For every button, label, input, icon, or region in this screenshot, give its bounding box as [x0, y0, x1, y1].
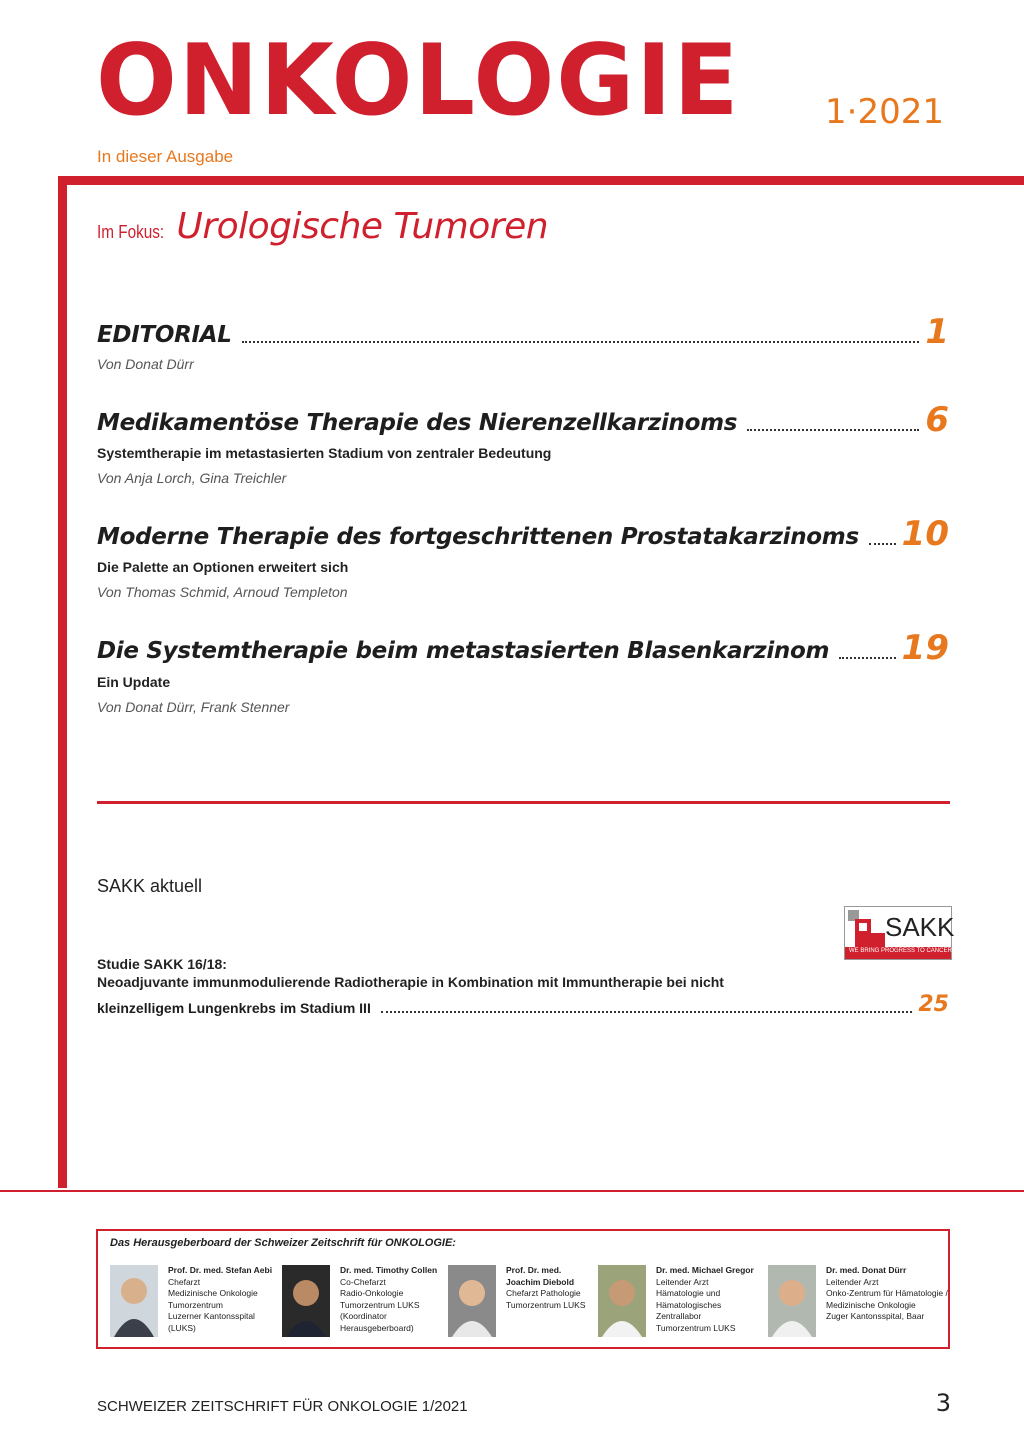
member-role: (Koordinator [340, 1311, 387, 1322]
member-role: Tumorzentrum LUKS [656, 1322, 736, 1333]
member-role: Chefarzt Pathologie [506, 1288, 581, 1299]
member-role: Radio-Onkologie [340, 1288, 404, 1299]
toc-authors: Von Donat Dürr, Frank Stenner [97, 699, 290, 715]
toc-entry-sakk-study[interactable] [97, 994, 949, 1016]
toc-page-number: 19 [901, 628, 949, 668]
toc-authors: Von Donat Dürr [97, 356, 194, 372]
member-role: Leitender Arzt [826, 1276, 879, 1287]
toc-page-number: 25 [918, 992, 949, 1017]
member-photo [282, 1265, 330, 1337]
portrait-icon [768, 1265, 816, 1337]
member-name: Prof. Dr. med. Stefan Aebi [168, 1265, 273, 1275]
toc-page-number: 10 [901, 514, 949, 554]
member-name: Dr. med. Michael Gregor [656, 1265, 754, 1275]
portrait-icon [282, 1265, 330, 1337]
portrait-icon [448, 1265, 496, 1337]
study-line-1: Studie SAKK 16/18: [97, 956, 227, 972]
toc-leader-dots [869, 542, 896, 545]
member-role: Chefarzt [168, 1276, 201, 1287]
focus-heading [97, 206, 548, 247]
member-photo [448, 1265, 496, 1337]
member-role: Zentrallabor [656, 1311, 702, 1322]
member-name: Dr. med. Donat Dürr [826, 1265, 907, 1275]
member-name-line2: Joachim Diebold [506, 1276, 575, 1287]
toc-title: Die Systemtherapie beim metastasierten Blasenkarzinom [97, 638, 830, 664]
toc-subtitle: Die Palette an Optionen erweitert sich [97, 559, 349, 575]
member-role: Tumorzentrum LUKS [506, 1299, 586, 1310]
focus-title: Urologische Tumoren [176, 206, 549, 247]
focus-label: Im Fokus: [97, 222, 165, 242]
sakk-logo-text: SAKK [885, 912, 955, 942]
board-heading: Das Herausgeberboard der Schweizer Zeitschrift für ONKOLOGIE: [110, 1237, 456, 1249]
editorial-board-box [96, 1229, 950, 1349]
member-photo [110, 1265, 158, 1337]
member-role: Zuger Kantonsspital, Baar [826, 1311, 925, 1322]
section-divider [97, 801, 950, 804]
study-line-2: Neoadjuvante immunmodulierende Radiotherapie in Kombination mit Immuntherapie bei nicht [97, 974, 724, 990]
toc-leader-dots [839, 656, 896, 659]
frame-bottom-rule [0, 1190, 1024, 1192]
toc-authors: Von Thomas Schmid, Arnoud Templeton [97, 584, 348, 600]
member-role: Leitender Arzt [656, 1276, 709, 1287]
member-role: Luzerner Kantonsspital [168, 1311, 255, 1322]
member-photo [598, 1265, 646, 1337]
toc-entry-editorial[interactable] [97, 312, 949, 352]
member-name: Dr. med. Timothy Collen [340, 1265, 438, 1275]
toc-title: EDITORIAL [97, 322, 232, 348]
toc-entry-nierenzell[interactable] [97, 400, 949, 440]
member-name: Prof. Dr. med. [506, 1265, 562, 1275]
issue-subtitle: In dieser Ausgabe [97, 147, 234, 166]
toc-leader-dots [747, 428, 919, 431]
frame-left-bar [58, 176, 67, 1188]
footer-journal: SCHWEIZER ZEITSCHRIFT FÜR ONKOLOGIE 1/2021 [97, 1398, 468, 1415]
member-role: Hämatologisches [656, 1299, 722, 1310]
portrait-icon [598, 1265, 646, 1337]
toc-subtitle: Systemtherapie im metastasierten Stadium von zentraler Bedeutung [97, 445, 552, 461]
member-role: (LUKS) [168, 1322, 196, 1333]
toc-page-number: 1 [925, 312, 949, 352]
member-role: Medizinische Onkologie [826, 1299, 916, 1310]
sakk-logo [844, 906, 971, 960]
frame-top-bar [58, 176, 1024, 185]
masthead-title: ONKOLOGIE [96, 24, 741, 138]
toc-authors: Von Anja Lorch, Gina Treichler [97, 470, 287, 486]
toc-entry-prostata[interactable] [97, 514, 949, 554]
member-role: Tumorzentrum LUKS [340, 1299, 420, 1310]
member-role: Herausgeberboard) [340, 1322, 414, 1333]
issue-number: 1·2021 [825, 92, 944, 132]
toc-leader-dots [381, 1010, 913, 1013]
study-line-3: kleinzelligem Lungenkrebs im Stadium III [97, 1000, 371, 1016]
sakk-section-title: SAKK aktuell [97, 876, 203, 896]
member-role: Hämatologie und [656, 1288, 721, 1299]
member-photo [768, 1265, 816, 1337]
portrait-icon [110, 1265, 158, 1337]
toc-entry-blasen[interactable] [97, 628, 949, 668]
footer-page-number: 3 [935, 1389, 951, 1417]
member-role: Onko-Zentrum für Hämatologie / [826, 1288, 948, 1299]
toc-subtitle: Ein Update [97, 674, 171, 690]
toc-title: Moderne Therapie des fortgeschrittenen Prostatakarzinoms [97, 524, 859, 550]
sakk-logo-tagline: WE BRING PROGRESS TO CANCER CARE [849, 948, 971, 954]
member-role: Co-Chefarzt [340, 1276, 386, 1287]
toc-title: Medikamentöse Therapie des Nierenzellkarzinoms [97, 410, 738, 436]
member-role: Tumorzentrum [168, 1299, 223, 1310]
member-role: Medizinische Onkologie [168, 1288, 258, 1299]
toc-leader-dots [242, 340, 920, 343]
toc-page-number: 6 [925, 400, 949, 440]
